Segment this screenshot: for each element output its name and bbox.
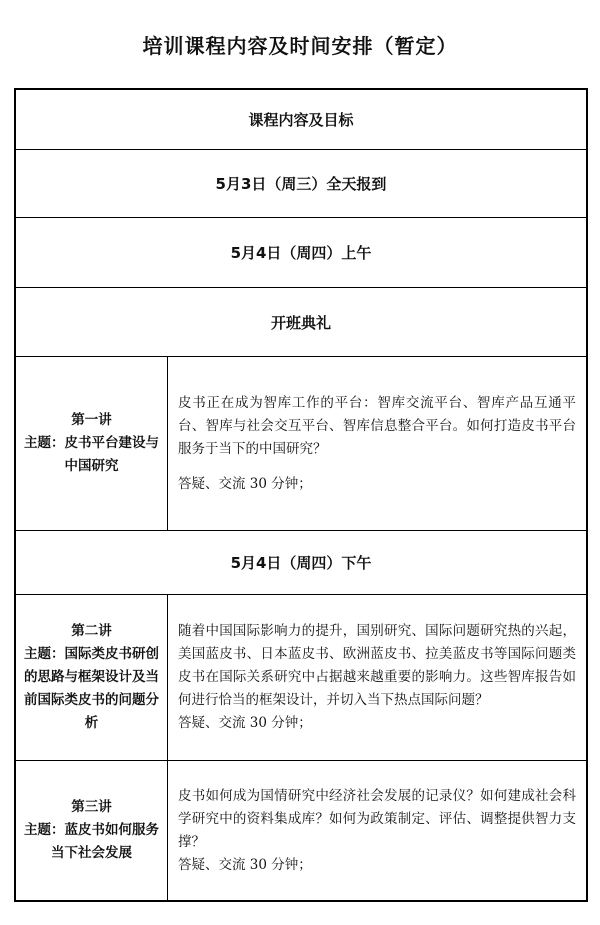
afternoon-label: 5月4日（周四）下午 xyxy=(230,554,372,572)
lecture-2-qa: 答疑、交流 30 分钟； xyxy=(178,715,312,731)
lecture-1-title-cell xyxy=(16,357,168,530)
lecture-1-content: 皮书正在成为智库工作的平台：智库交流平台、智库产品互通平台、智库与社会交互平台、智库信息整合平台。如何打造皮书平台服务于当下的中国研究？ xyxy=(178,394,576,457)
lecture-3-topic: 主题：蓝皮书如何服务当下社会发展 xyxy=(24,822,159,861)
registration-label: 5月3日（周三）全天报到 xyxy=(215,175,387,193)
table-header-row xyxy=(16,90,586,150)
afternoon-row xyxy=(16,531,586,595)
page-title: 培训课程内容及时间安排（暂定） xyxy=(142,34,458,58)
lecture-row-2 xyxy=(16,595,586,761)
opening-row xyxy=(16,288,586,357)
lecture-1-topic: 主题：皮书平台建设与中国研究 xyxy=(24,435,159,474)
opening-label: 开班典礼 xyxy=(270,313,331,332)
lecture-2-topic: 主题：国际类皮书研创的思路与框架设计及当前国际类皮书的问题分析 xyxy=(24,646,159,731)
lecture-row-3 xyxy=(16,761,586,900)
lecture-3-number: 第三讲 xyxy=(71,799,112,815)
table-header-label: 课程内容及目标 xyxy=(248,111,354,129)
lecture-row-1 xyxy=(16,357,586,531)
morning-row xyxy=(16,218,586,288)
lecture-2-content-cell xyxy=(168,595,586,760)
lecture-2-title-cell xyxy=(16,595,168,760)
lecture-1-number: 第一讲 xyxy=(71,412,112,428)
lecture-2-content: 随着中国国际影响力的提升，国别研究、国际问题研究热的兴起，美国蓝皮书、日本蓝皮书、欧洲蓝皮书、拉美蓝皮书等国际问题类皮书在国际关系研究中占据越来越重要的影响力。这些智库报告如何进行恰当的框架设计，并切入当下热点国际问题？ xyxy=(178,623,576,708)
lecture-2-number: 第二讲 xyxy=(71,623,112,639)
lecture-1-content-cell xyxy=(168,357,586,530)
lecture-3-title-cell xyxy=(16,761,168,900)
lecture-3-qa: 答疑、交流 30 分钟； xyxy=(178,856,312,873)
schedule-table xyxy=(14,88,588,902)
lecture-3-content: 皮书如何成为国情研究中经济社会发展的记录仪？如何建成社会科学研究中的资料集成库？如何为政策制定、评估、调整提供智力支撑？ xyxy=(178,787,576,850)
registration-row xyxy=(16,150,586,218)
morning-label: 5月4日（周四）上午 xyxy=(230,244,372,262)
lecture-3-content-cell xyxy=(168,761,586,900)
lecture-1-qa: 答疑、交流 30 分钟； xyxy=(178,475,312,492)
